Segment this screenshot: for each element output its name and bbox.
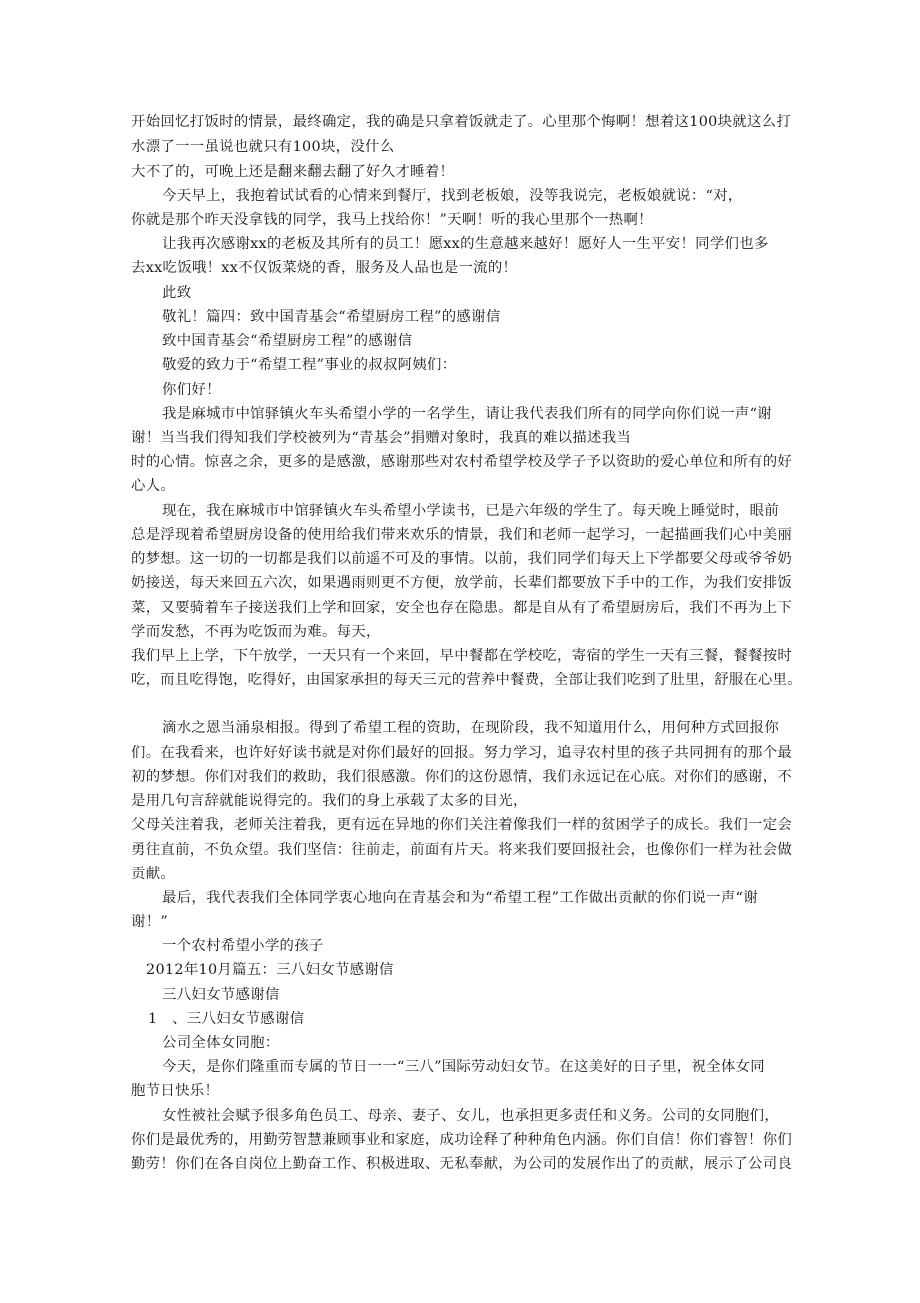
text-line: 你就是那个昨天没拿钱的同学，我马上找给你！”天啊！听的我心里那个一热啊！: [131, 212, 653, 228]
text-line: 女性被社会赋予很多角色员工、母亲、妻子、女儿，也承担更多责任和义务。公司的女同胞们，: [162, 1108, 780, 1124]
text-line: 今天早上，我抱着试试看的心情来到餐厅，找到老板娘，没等我说完，老板娘就说：“对，: [162, 188, 743, 204]
text-line: 初的梦想。你们对我们的救助，我们很感激。你们的这份恩情，我们永远记在心底。对你们的感谢，不: [131, 769, 793, 785]
text-line: 水漂了一一虽说也就只有100块，没什么: [131, 139, 395, 155]
text-line: 吃，而且吃得饱，吃得好，由国家承担的每天三元的营养中餐费，全部让我们吃到了肚里，舒服在心里。: [131, 672, 802, 688]
text-line: 菜，又要骑着车子接送我们上学和回家，安全也存在隐患。都是自从有了希望厨房后，我们不再为上下: [131, 600, 793, 616]
section-heading: 敬礼！篇四：致中国青基会“希望厨房工程”的感谢信: [162, 309, 501, 325]
letter-signature: 一个农村希望小学的孩子: [162, 938, 324, 954]
text-line: 滴水之恩当涌泉相报。得到了希望工程的资助，在现阶段，我不知道用什么，用何种方式回报你: [162, 720, 780, 736]
text-line: 心人。: [131, 478, 176, 494]
text-line: 去xx吃饭哦！xx不仅饭菜烧的香，服务及人品也是一流的！: [131, 260, 518, 276]
text-line: 父母关注着我，老师关注着我，更有远在异地的你们关注着像我们一样的贫困学子的成长。我们一定会: [131, 817, 793, 833]
text-line: 现在，我在麻城市中馆驿镇火车头希望小学读书，已是六年级的学生了。每天晚上睡觉时，眼前: [162, 503, 780, 519]
text-line: 我是麻城市中馆驿镇火车头希望小学的一名学生，请让我代表我们所有的同学向你们说一声“谢: [162, 406, 772, 422]
text-line: 此致: [162, 285, 192, 301]
greeting: 你们好！: [162, 382, 221, 398]
text-line: 勇往直前，不负众望。我们坚信：往前走，前面有片天。将来我们要回报社会，也像你们一样为社会做: [131, 842, 793, 858]
text-line: 是用几句言辞就能说得完的。我们的身上承载了太多的目光，: [131, 793, 528, 809]
text-line: 谢！当当我们得知我们学校被列为“青基会”捐赠对象时，我真的难以描述我当: [131, 430, 632, 446]
text-line: 总是浮现着希望厨房设备的使用给我们带来欢乐的情景，我们和老师一起学习，一起描画我们心中美丽: [131, 527, 793, 543]
text-line: 今天，是你们隆重而专属的节日一一“三八”国际劳动妇女节。在这美好的日子里，祝全体女同: [162, 1059, 765, 1075]
text-line: 勤劳！你们在各自岗位上勤奋工作、积极进取、无私奉献，为公司的发展作出了的贡献，展示了公司良: [131, 1156, 793, 1172]
text-line: 开始回忆打饭时的情景，最终确定，我的确是只拿着饭就走了。心里那个悔啊！想着这100块就这么打: [131, 114, 792, 130]
text-line: 你们是最优秀的，用勤劳智慧兼顾事业和家庭，成功诠释了种种角色内涵。你们自信！你们睿智！你们: [131, 1132, 793, 1148]
list-heading: 1 、三八妇女节感谢信: [148, 1011, 305, 1027]
text-line: 贡献。: [131, 866, 176, 882]
section-heading: 2012年10月篇五：三八妇女节感谢信: [146, 962, 394, 978]
salutation: 敬爱的致力于“希望工程”事业的叔叔阿姨们：: [162, 357, 457, 373]
text-line: 我们早上上学，下午放学，一天只有一个来回，早中餐都在学校吃，寄宿的学生一天有三餐，餐餐按时: [131, 648, 793, 664]
text-line: 谢！”: [131, 914, 169, 930]
text-line: 胞节日快乐！: [131, 1083, 220, 1099]
letter-title: 致中国青基会“希望厨房工程”的感谢信: [162, 333, 413, 349]
text-line: 们。在我看来，也许好好读书就是对你们最好的回报。努力学习，追寻农村里的孩子共同拥有的那个最: [131, 745, 793, 761]
text-line: 学而发愁，不再为吃饭而为难。每天，: [131, 624, 381, 640]
salutation: 公司全体女同胞：: [162, 1035, 280, 1051]
text-line: 时的心情。惊喜之余，更多的是感激，感谢那些对农村希望学校及学子予以资助的爱心单位和所有的好: [131, 454, 793, 470]
text-line: 最后，我代表我们全体同学衷心地向在青基会和为“希望工程”工作做出贡献的你们说一声“谢: [162, 890, 758, 906]
text-line: 大不了的，可晚上还是翻来翻去翻了好久才睡着！: [131, 164, 455, 180]
text-line: 让我再次感谢xx的老板及其所有的员工！愿xx的生意越来越好！愿好人一生平安！同学们也多: [162, 236, 769, 252]
text-line: 的梦想。这一切的一切都是我们以前遥不可及的事情。以前，我们同学们每天上下学都要父母或爷爷奶: [131, 551, 793, 567]
text-line: 奶接送，每天来回五六次，如果遇雨则更不方便，放学前，长辈们都要放下手中的工作，为我们安排饭: [131, 575, 793, 591]
letter-title: 三八妇女节感谢信: [162, 987, 280, 1003]
